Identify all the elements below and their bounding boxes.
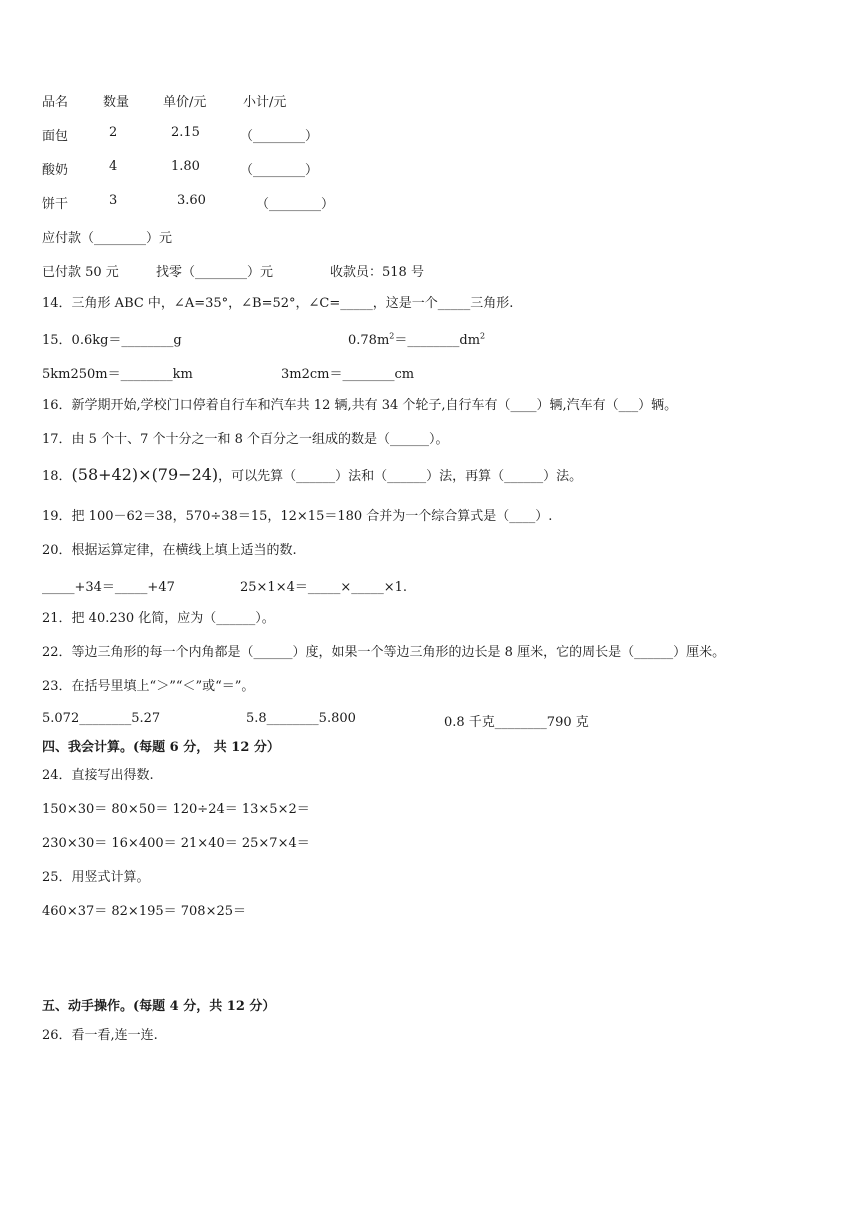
q18-number: 18．	[42, 469, 72, 484]
amount-paid: 已付款 50 元	[42, 265, 119, 280]
question-22: 22．等边三角形的每一个内角都是（______）度，如果一个等边三角形的边长是 8 厘米，它的周长是（______）厘米。	[42, 645, 726, 660]
amount-due: 应付款（________）元	[42, 231, 173, 246]
question-16: 16．新学期开始,学校门口停着自行车和汽车共 12 辆,共有 34 个轮子,自行车有（____）辆,汽车有（___）辆。	[42, 398, 678, 413]
q18-expression: (58+42)×(79−24)	[71, 465, 219, 484]
header-subtotal: 小计/元	[243, 95, 287, 110]
item-subtotal-blank: （________）	[240, 163, 319, 178]
q24-row-2: 230×30＝ 16×400＝ 21×40＝ 25×7×4＝	[42, 836, 310, 851]
header-price: 单价/元	[163, 95, 207, 110]
item-name: 饼干	[42, 197, 69, 212]
question-20-title: 20．根据运算定律，在横线上填上适当的数.	[42, 543, 297, 558]
q24-row-1: 150×30＝ 80×50＝ 120÷24＝ 13×5×2＝	[42, 802, 310, 817]
q15-part-c: 5km250m＝________km	[42, 367, 193, 382]
question-18	[42, 466, 582, 486]
cashier-label: 收款员：518 号	[330, 265, 424, 280]
q15-part-a: 15．0.6kg＝________g	[42, 333, 182, 348]
q20-part-a: _____+34＝_____+47	[42, 580, 175, 595]
item-subtotal-blank: （________）	[256, 197, 335, 212]
q23-item: 5.072________5.27	[42, 711, 161, 726]
header-name: 品名	[42, 95, 69, 110]
q15-part-d: 3m2cm＝________cm	[281, 367, 415, 382]
item-qty: 3	[109, 193, 118, 208]
question-26: 26．看一看,连一连.	[42, 1028, 158, 1043]
header-qty: 数量	[103, 95, 130, 110]
question-23-title: 23．在括号里填上“＞”“＜”或“＝”。	[42, 679, 255, 694]
q23-item: 0.8 千克________790 克	[444, 715, 589, 730]
q25-items: 460×37＝ 82×195＝ 708×25＝	[42, 904, 247, 919]
question-24-title: 24．直接写出得数.	[42, 768, 154, 783]
q23-item: 5.8________5.800	[246, 711, 356, 726]
question-17: 17．由 5 个十、7 个十分之一和 8 个百分之一组成的数是（______）。	[42, 432, 449, 447]
item-name: 面包	[42, 129, 69, 144]
question-21: 21．把 40.230 化简，应为（______）。	[42, 611, 275, 626]
change-blank: 找零（________）元	[156, 265, 274, 280]
item-price: 2.15	[171, 125, 200, 140]
item-qty: 2	[109, 125, 118, 140]
q20-part-b: 25×1×4＝_____×_____×1.	[240, 580, 408, 595]
question-19: 19．把 100－62＝38，570÷38＝15，12×15＝180 合并为一个综合算式是（____）.	[42, 509, 553, 524]
q15-part-b: $0.78m^2=\_\_\_\_\_\_\_\_dm^2$	[348, 331, 486, 348]
q18-text: ，可以先算（______）法和（______）法，再算（______）法。	[218, 469, 583, 484]
item-price: 1.80	[171, 159, 200, 174]
item-qty: 4	[109, 159, 118, 174]
section-4-heading: 四、我会计算。(每题 6 分， 共 12 分）	[42, 740, 280, 755]
item-subtotal-blank: （________）	[240, 129, 319, 144]
question-14: 14．三角形 ABC 中，∠A=35°，∠B=52°，∠C=_____，这是一个_____三角形.	[42, 296, 514, 311]
item-price: 3.60	[177, 193, 206, 208]
item-name: 酸奶	[42, 163, 69, 178]
section-5-heading: 五、动手操作。(每题 4 分，共 12 分）	[42, 999, 276, 1014]
question-25-title: 25．用竖式计算。	[42, 870, 150, 885]
